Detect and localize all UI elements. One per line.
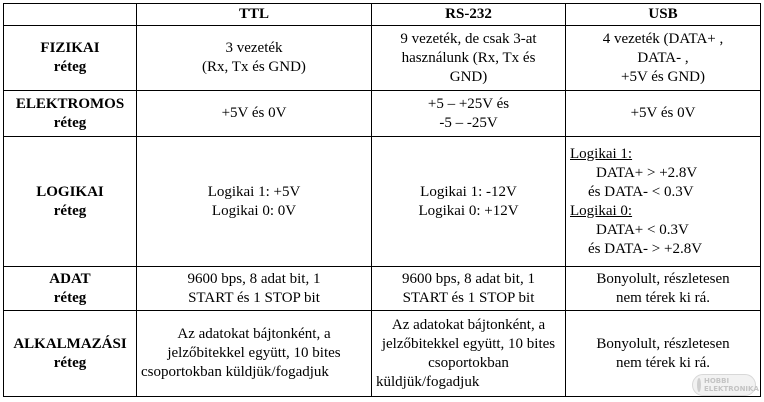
layer-alkalmazasi: ALKALMAZÁSI réteg — [4, 311, 137, 397]
layer-fizikai: FIZIKAI réteg — [4, 26, 137, 91]
watermark-text: HOBBI ELEKTRONIKA — [704, 377, 759, 393]
usb-logic1-heading: Logikai 1: — [570, 145, 633, 162]
row-alkalmazasi — [4, 311, 761, 397]
layer-elektromos: ELEKTROMOS réteg — [4, 91, 137, 137]
row-fizikai — [4, 26, 761, 91]
watermark-circle-icon — [697, 378, 701, 392]
cell-elektromos-ttl: +5V és 0V — [137, 91, 372, 137]
usb-logic0-heading: Logikai 0: — [570, 202, 633, 219]
cell-fizikai-rs232: 9 vezeték, de csak 3-at használunk (Rx, Tx és GND) — [372, 26, 566, 91]
cell-logikai-usb: Logikai 1: DATA+ > +2.8V és DATA- < 0.3V Logikai 0: DATA+ < 0.3V és DATA- > +2.8V — [566, 137, 761, 267]
cell-logikai-rs232: Logikai 1: -12V Logikai 0: +12V — [372, 137, 566, 267]
cell-adat-ttl: 9600 bps, 8 adat bit, 1 START és 1 STOP bit — [137, 267, 372, 311]
header-usb: USB — [566, 4, 761, 26]
cell-alkalmazasi-rs232: Az adatokat bájtonként, a jelzőbitekkel együtt, 10 bites csoportokban küldjük/fogadjuk — [372, 311, 566, 397]
cell-elektromos-usb: +5V és 0V — [566, 91, 761, 137]
header-rs232: RS-232 — [372, 4, 566, 26]
header-empty-cell — [4, 4, 137, 26]
cell-alkalmazasi-usb: Bonyolult, részletesen nem térek ki rá. — [566, 311, 761, 397]
row-adat — [4, 267, 761, 311]
cell-logikai-ttl: Logikai 1: +5V Logikai 0: 0V — [137, 137, 372, 267]
comparison-table — [3, 3, 761, 397]
layer-adat: ADAT réteg — [4, 267, 137, 311]
cell-adat-rs232: 9600 bps, 8 adat bit, 1 START és 1 STOP bit — [372, 267, 566, 311]
cell-alkalmazasi-ttl: Az adatokat bájtonként, a jelzőbitekkel együtt, 10 bites csoportokban küldjük/fogadjuk — [137, 311, 372, 397]
layer-logikai: LOGIKAI réteg — [4, 137, 137, 267]
cell-fizikai-ttl: 3 vezeték (Rx, Tx és GND) — [137, 26, 372, 91]
cell-fizikai-usb: 4 vezeték (DATA+ , DATA- , +5V és GND) — [566, 26, 761, 91]
watermark-logo — [692, 374, 759, 396]
row-logikai — [4, 137, 761, 267]
header-row — [4, 4, 761, 26]
cell-adat-usb: Bonyolult, részletesen nem térek ki rá. — [566, 267, 761, 311]
header-ttl: TTL — [137, 4, 372, 26]
row-elektromos — [4, 91, 761, 137]
cell-elektromos-rs232: +5 – +25V és -5 – -25V — [372, 91, 566, 137]
